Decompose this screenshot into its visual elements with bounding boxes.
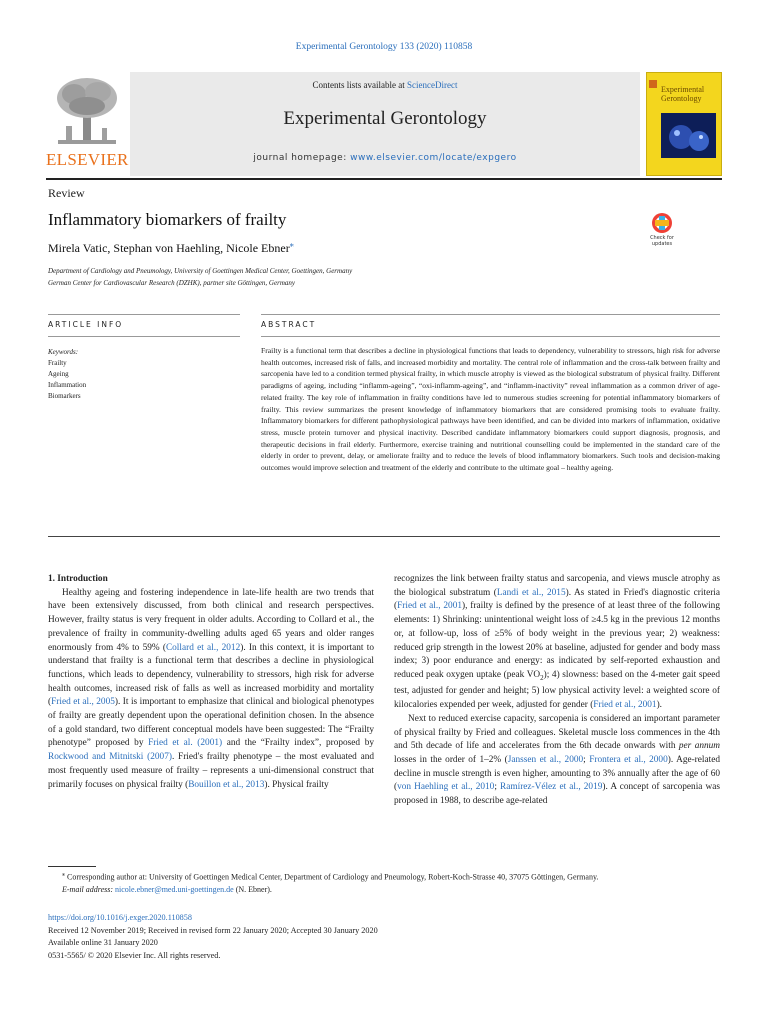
article-info-rule-2	[48, 336, 240, 337]
elsevier-tree-icon	[52, 76, 122, 150]
body-text: ;	[583, 755, 590, 765]
body-text: Next to reduced exercise capacity, sarcopenia is considered an important parameter of physical frailty by Fried and colleagues. Skeletal muscle loss commences in the 4th and 5th decade of life and accelerates from the 6th decade onwards with	[394, 713, 720, 752]
italic-text: per annum	[678, 741, 721, 752]
body-text: ). In this context, it is important to understand that frailty is a functional term that describes a decline in physiological functions, which leads to dependency, vulnerability to stressors, high risk for adverse health outcomes, increased risk of falls as well as increased morbidity and mortality (	[48, 642, 374, 708]
article-info-heading: ARTICLE INFO	[48, 320, 124, 329]
author-list	[48, 240, 294, 256]
body-text: . Fried's frailty phenotype – the most evaluated and most frequently used measure of frailty – represents a uni-dimensional construct that primarily focuses on physical frailty (	[48, 752, 375, 790]
cover-title-line1: Experimental	[661, 85, 705, 94]
citation-link[interactable]: Fried et al., 2005	[51, 697, 115, 708]
abstract-text: Frailty is a functional term that describes a decline in physiological functions that leads to dependency, vulnerability to stressors, high risk for adverse health outcomes, increased risk of falls, and increased morbidity and mortality. The central role of inflammation and the cross-talk between frailty and sarcopenia have led to a condition termed physical frailty, in which muscle atrophy is viewed as the biological substratum of physical frailty. Different paradigms of ageing, including “inflamm-ageing”, “oxi-inflamm-ageing”, and “inflamm-inactivity” reveal inflammation as a common driver of age-related frailty. The key role of inflammation in frailty conditions have led to numerous studies screening for potential inflammatory biomarkers of frailty. This review summarizes the present knowledge of inflammatory biomarkers that are considered promising tools to evaluate frailty. Inflammatory biomarkers for different pathophysiological pathways have been identified, and can be divided into markers of inflammation, oxidative stress, muscle protein turnover and physical inactivity. Described candidate inflammatory biomarkers could support diagnosis, prognosis, and therapeutic decisions in frail elderly. Furthermore, exercise training and nutritional counselling could be implemented in the standard care of the elderly in order to prevent, delay, or ameliorate frailty and to reduce the levels of blood inflammatory biomarkers. Such tools and decision-making outcomes would improve selection and treatment of the elderly and contribute to the ultimate goal – healthy ageing.	[261, 346, 720, 473]
doi-link[interactable]: https://doi.org/10.1016/j.exger.2020.110858	[48, 913, 192, 922]
citation-link[interactable]: Bouillon et al., 2013	[188, 779, 265, 790]
citation-link[interactable]: Janssen et al., 2000	[507, 755, 584, 765]
body-text: ).	[656, 700, 662, 711]
abstract-rule	[261, 314, 720, 315]
body-text: Healthy ageing and fostering independence in late-life health are two trends that have been extensively discussed, from both clinical and research perspectives. However, frailty status is very frequent in older adults. According to Collard et al., the prevalence of frailty in community-dwelling adults aged 65 years and older ranges enormously from 4% to 59% (	[48, 587, 374, 653]
article-type: Review	[48, 186, 85, 200]
abstract-bottom-rule	[48, 536, 720, 537]
abstract-heading: ABSTRACT	[261, 320, 317, 329]
publisher-name: ELSEVIER	[46, 150, 129, 169]
citation-link[interactable]: Collard et al., 2012	[165, 642, 241, 653]
journal-cover[interactable]	[646, 72, 722, 176]
available-date: Available online 31 January 2020	[48, 938, 158, 947]
citation-link[interactable]: Landi et al., 2015	[496, 587, 566, 598]
corresponding-author-mark[interactable]: ⁎	[289, 240, 294, 249]
received-dates: Received 12 November 2019; Received in revised form 22 January 2020; Accepted 30 January 2020	[48, 925, 378, 935]
contents-line	[130, 80, 640, 90]
keywords-block	[48, 347, 86, 402]
footnote-line	[48, 869, 720, 884]
keyword: Inflammation	[48, 381, 87, 389]
body-text: ). As stated in Fried's diagnostic criteria (	[394, 587, 720, 612]
keywords-label: Keywords:	[48, 348, 79, 356]
crossmark-icon	[646, 212, 678, 236]
elsevier-logo	[46, 72, 128, 176]
sciencedirect-link[interactable]: ScienceDirect	[407, 80, 458, 90]
email-suffix: (N. Ebner).	[235, 884, 272, 894]
citation-link[interactable]: Frontera et al., 2000	[589, 755, 668, 765]
authors: Mirela Vatic, Stephan von Haehling, Nicole Ebner	[48, 241, 290, 255]
keyword: Biomarkers	[48, 392, 81, 400]
intro-paragraph-1-cont	[394, 573, 720, 713]
right-column	[394, 573, 720, 809]
body-text: ;	[494, 782, 501, 793]
left-column	[48, 573, 374, 792]
body-text: losses in the order of 1–2% (	[394, 755, 508, 765]
body-text: ); 4) slowness: based on the 4-meter gait speed test, adjusted for gender and height; 5) low physical activity level: a weighted score of kilocalories expended per week, adjusted for gender (	[394, 669, 720, 711]
email-label: E-mail address:	[62, 884, 114, 894]
footnote-rule	[48, 866, 96, 867]
copyright: 0531-5565/ © 2020 Elsevier Inc. All rights reserved.	[48, 950, 221, 960]
citation-link[interactable]: Ramírez-Vélez et al., 2019	[500, 782, 603, 793]
intro-paragraph-2	[394, 713, 720, 809]
body-text: ). It is important to emphasize that clinical and biological phenotypes of frailty are greatly dependent upon the operational definition chosen. In the absence of a gold standard, two different conceptual models have been suggested: The “Frailty phenotype” proposed by	[48, 697, 375, 749]
citation-link[interactable]: Rockwood and Mitnitski (2007)	[48, 752, 172, 763]
cover-title	[661, 85, 704, 103]
article-info-rule	[48, 314, 240, 315]
footnote-email-line	[48, 884, 720, 896]
keyword: Ageing	[48, 370, 69, 378]
body-text: and the “Frailty index”, proposed by	[222, 738, 374, 749]
abstract-rule-2	[261, 336, 720, 337]
cover-title-line2: Gerontology	[661, 94, 702, 104]
citation-link[interactable]: Fried et al. (2001)	[148, 738, 223, 749]
article-title: Inflammatory biomarkers of frailty	[48, 210, 287, 229]
journal-homepage-line	[130, 153, 640, 163]
email-link[interactable]: nicole.ebner@med.uni-goettingen.de	[115, 884, 234, 894]
body-text: ), frailty is defined by the presence of at least three of the following elements: 1) Shrinking: unintentional weight loss of ≥4.5 kg in the previous 12 months or, at follow-up, loss of ≥5% of body weight in the previous year; 2) weakness: reduced grip strength in the lowest 20% at baseline, adjusted for gender and body mass index; 3) poor endurance and energy: as indicated by self-reported exhaustion and reduced peak oxygen uptake (peak VO	[394, 601, 720, 680]
footnote-text: Corresponding author at: University of Goettingen Medical Center, Department of Cardiology and Pneumology, Robert-Koch-Strasse 40, 37075 Göttingen, Germany.	[67, 872, 599, 882]
citation-link[interactable]: von Haehling et al., 2010	[397, 782, 495, 793]
check-for-updates-button[interactable]	[646, 212, 678, 252]
journal-title: Experimental Gerontology	[283, 108, 487, 129]
homepage-link[interactable]: www.elsevier.com/locate/expgero	[350, 153, 517, 163]
body-text: ). A concept of sarcopenia was proposed in 1988, to describe age-related	[394, 782, 720, 807]
publication-info	[48, 912, 378, 962]
corresponding-footnote	[48, 869, 720, 896]
header-divider	[46, 178, 722, 180]
contents-prefix: Contents lists available at	[312, 80, 405, 90]
subscript: 2	[540, 673, 544, 682]
body-text: recognizes the link between frailty status and sarcopenia, and views muscle atrophy as the biological substratum (	[394, 574, 720, 598]
body-text: ). Physical frailty	[264, 779, 329, 790]
journal-reference-link[interactable]: Experimental Gerontology 133 (2020) 110858	[295, 42, 473, 52]
citation-link[interactable]: Fried et al., 2001	[397, 601, 462, 612]
cover-badge-icon	[649, 75, 657, 83]
homepage-prefix: journal homepage:	[253, 153, 347, 163]
crossmark-label: Check for updates	[650, 235, 674, 247]
keyword: Frailty	[48, 359, 67, 367]
section-heading: 1. Introduction	[48, 574, 108, 584]
footnote-mark: ⁎	[62, 872, 65, 878]
body-text: ). Age-related decline in muscle strength is even higher, amounting to 3% annually after the age of 60 (	[394, 755, 720, 793]
intro-paragraph-1	[48, 587, 374, 793]
affiliation-1: Department of Cardiology and Pneumology, University of Goettingen Medical Center, Goettingen, Germany	[48, 267, 353, 275]
cover-image	[661, 113, 716, 158]
citation-link[interactable]: Fried et al., 2001	[593, 700, 657, 711]
affiliation-2: German Center for Cardiovascular Research (DZHK), partner site Göttingen, Germany	[48, 279, 295, 287]
